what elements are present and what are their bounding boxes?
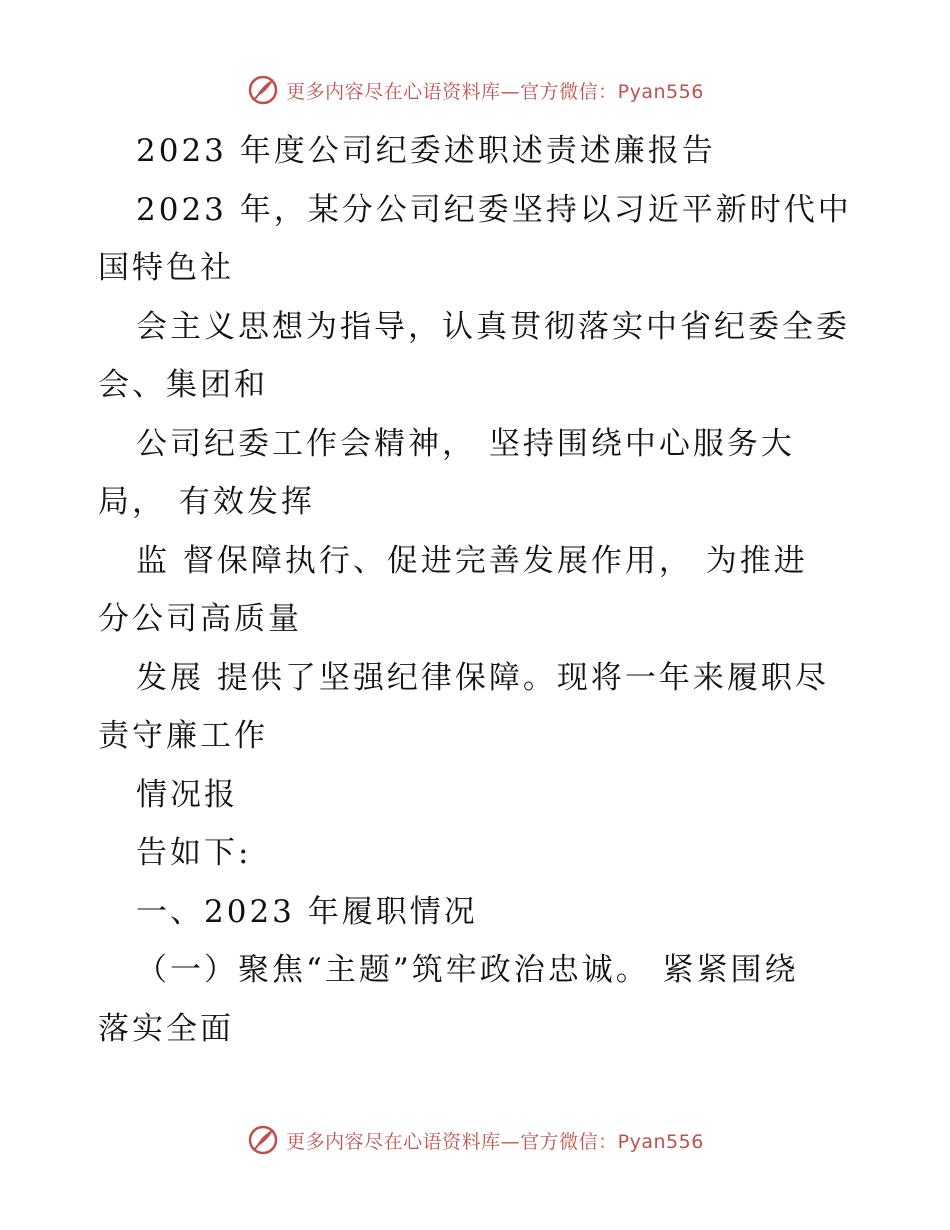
text-line: 情况报	[136, 776, 238, 813]
text-line: 一、2023 年履职情况	[136, 893, 478, 930]
text-line: 会、集团和	[98, 367, 268, 403]
quill-pen-logo-icon	[246, 1123, 280, 1157]
text-line: 告如下:	[136, 835, 252, 871]
text-line: 会主义思想为指导，认真贯彻落实中省纪委全委	[136, 308, 850, 345]
document-body	[98, 122, 858, 1058]
text-line: 落实全面	[98, 1010, 234, 1047]
banner-contact: Pyan556	[617, 80, 704, 103]
banner-text	[286, 1127, 704, 1154]
quill-pen-logo-icon	[246, 73, 280, 107]
banner-label: 更多内容尽在心语资料库—官方微信：	[286, 80, 618, 103]
text-line: 责守廉工作	[98, 718, 268, 754]
text-line: 分公司高质量	[98, 601, 302, 637]
banner-contact: Pyan556	[617, 1130, 704, 1153]
text-line: （一）聚焦“主题”筑牢政治忠诚。 紧紧围绕	[136, 952, 799, 988]
text-line: 监 督保障执行、促进完善发展作用， 为推进	[136, 542, 808, 579]
text-line: 2023 年，某分公司纪委坚持以习近平新时代中	[136, 191, 852, 228]
footer-banner	[0, 1120, 950, 1160]
text-line: 公司纪委工作会精神， 坚持围绕中心服务大	[136, 425, 795, 462]
header-banner	[0, 70, 950, 110]
text-line: 2023 年度公司纪委述职述责述廉报告	[136, 133, 716, 169]
banner-text	[286, 77, 704, 104]
text-line: 发展 提供了坚强纪律保障。现将一年来履职尽	[136, 659, 829, 696]
banner-label: 更多内容尽在心语资料库—官方微信：	[286, 1130, 618, 1153]
text-line: 国特色社	[98, 250, 234, 286]
text-line: 局， 有效发挥	[98, 484, 315, 520]
